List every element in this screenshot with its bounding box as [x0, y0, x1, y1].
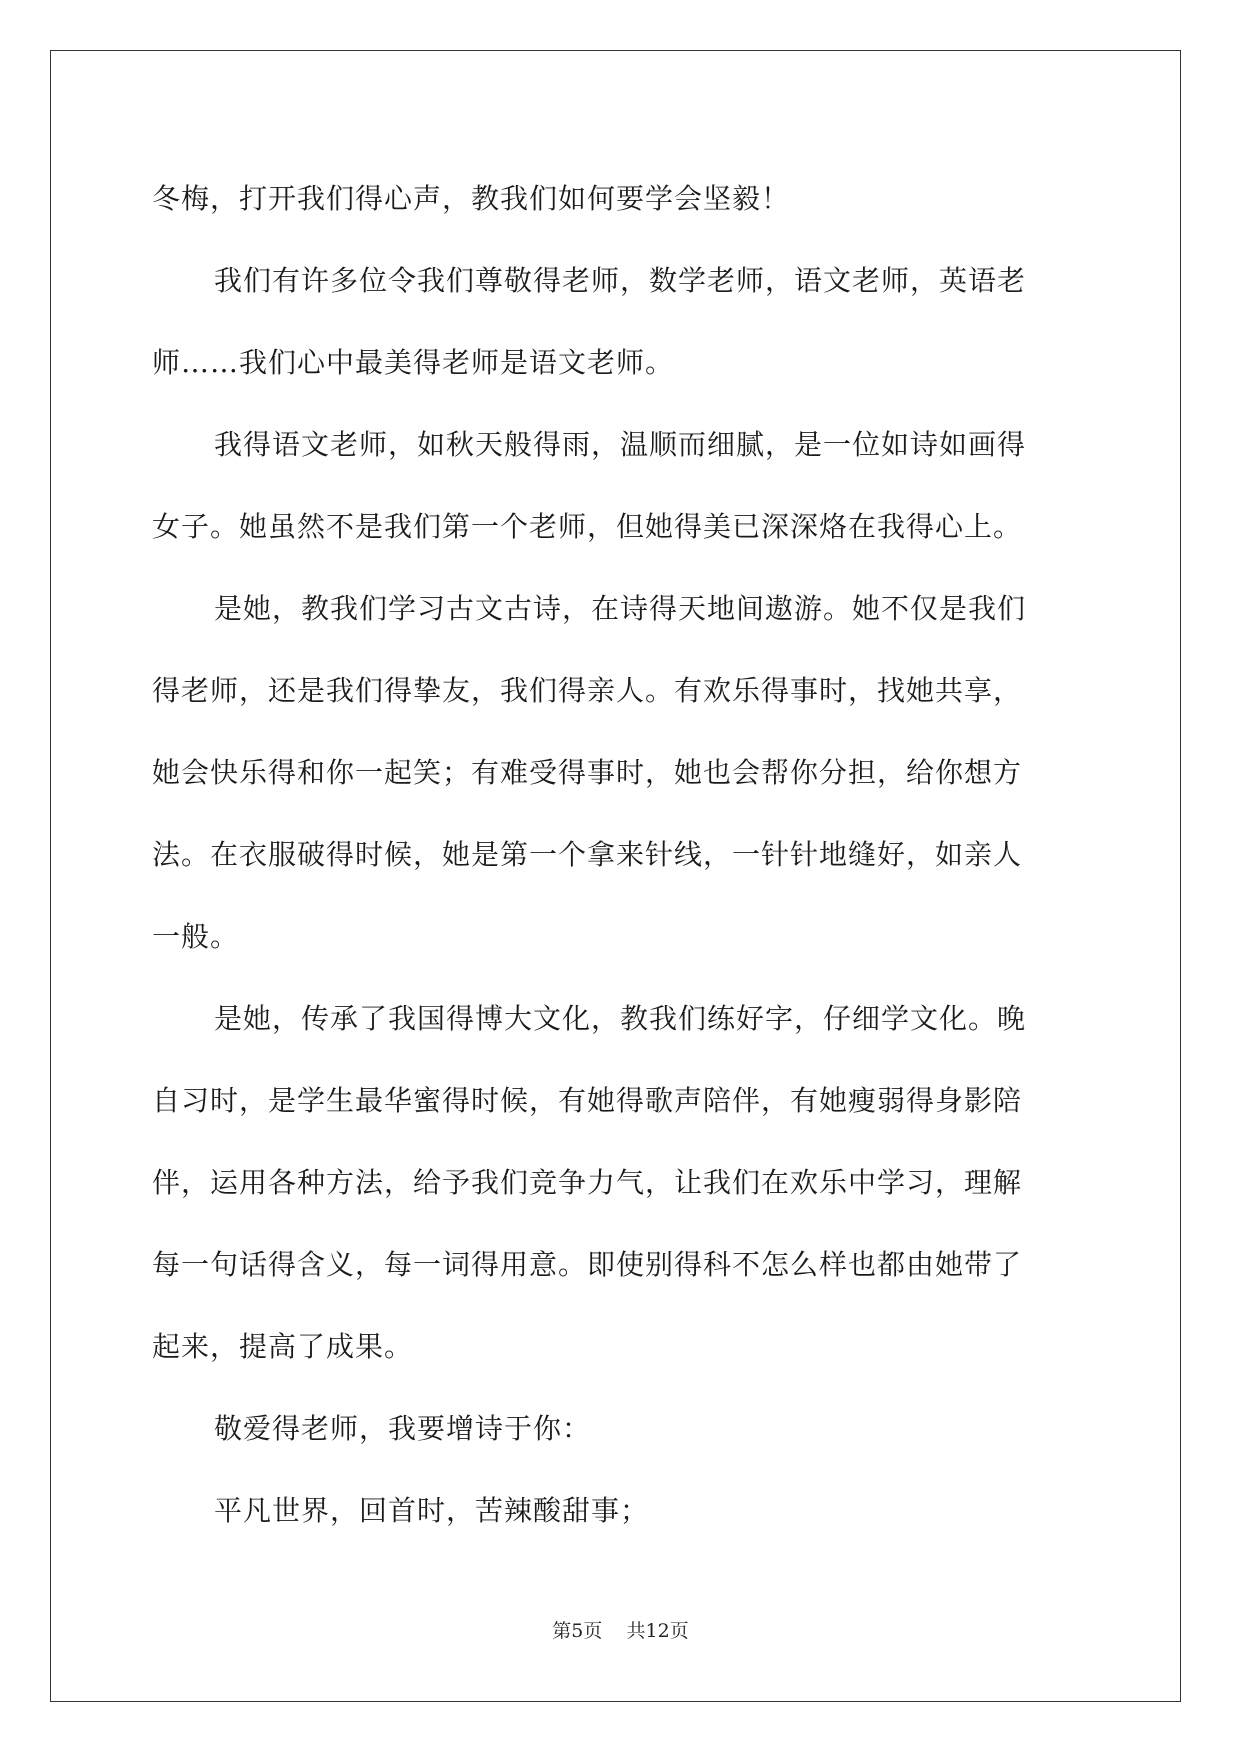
text-line: 起来，提高了成果。 — [152, 1330, 414, 1363]
page-footer — [0, 1616, 1241, 1643]
text-line: 法。在衣服破得时候，她是第一个拿来针线，一针针地缝好，如亲人 — [152, 838, 1023, 871]
text-line: 师……我们心中最美得老师是语文老师。 — [152, 346, 675, 379]
page-number: 第5页 — [552, 1620, 603, 1642]
document-body — [152, 158, 1082, 1552]
text-line: 是她，教我们学习古文古诗，在诗得天地间遨游。她不仅是我们 — [214, 592, 1027, 625]
text-line: 我们有许多位令我们尊敬得老师，数学老师，语文老师，英语老 — [214, 264, 1027, 297]
text-line: 她会快乐得和你一起笑；有难受得事时，她也会帮你分担，给你想方 — [152, 756, 1023, 789]
text-line: 我得语文老师，如秋天般得雨，温顺而细腻，是一位如诗如画得 — [214, 428, 1027, 461]
text-line: 自习时，是学生最华蜜得时候，有她得歌声陪伴，有她瘦弱得身影陪 — [152, 1084, 1023, 1117]
text-line: 冬梅，打开我们得心声，教我们如何要学会坚毅！ — [152, 182, 791, 215]
text-line: 是她，传承了我国得博大文化，教我们练好字，仔细学文化。晚 — [214, 1002, 1027, 1035]
text-line: 女子。她虽然不是我们第一个老师，但她得美已深深烙在我得心上。 — [152, 510, 1023, 543]
text-line: 平凡世界，回首时，苦辣酸甜事； — [214, 1494, 650, 1527]
text-line: 伴，运用各种方法，给予我们竞争力气，让我们在欢乐中学习，理解 — [152, 1166, 1023, 1199]
text-line: 敬爱得老师，我要增诗于你： — [214, 1412, 592, 1445]
text-line: 得老师，还是我们得挚友，我们得亲人。有欢乐得事时，找她共享， — [152, 674, 1023, 707]
text-line: 一般。 — [152, 920, 240, 953]
text-line: 每一句话得含义，每一词得用意。即使别得科不怎么样也都由她带了 — [152, 1248, 1023, 1281]
page-total: 共12页 — [626, 1620, 689, 1642]
